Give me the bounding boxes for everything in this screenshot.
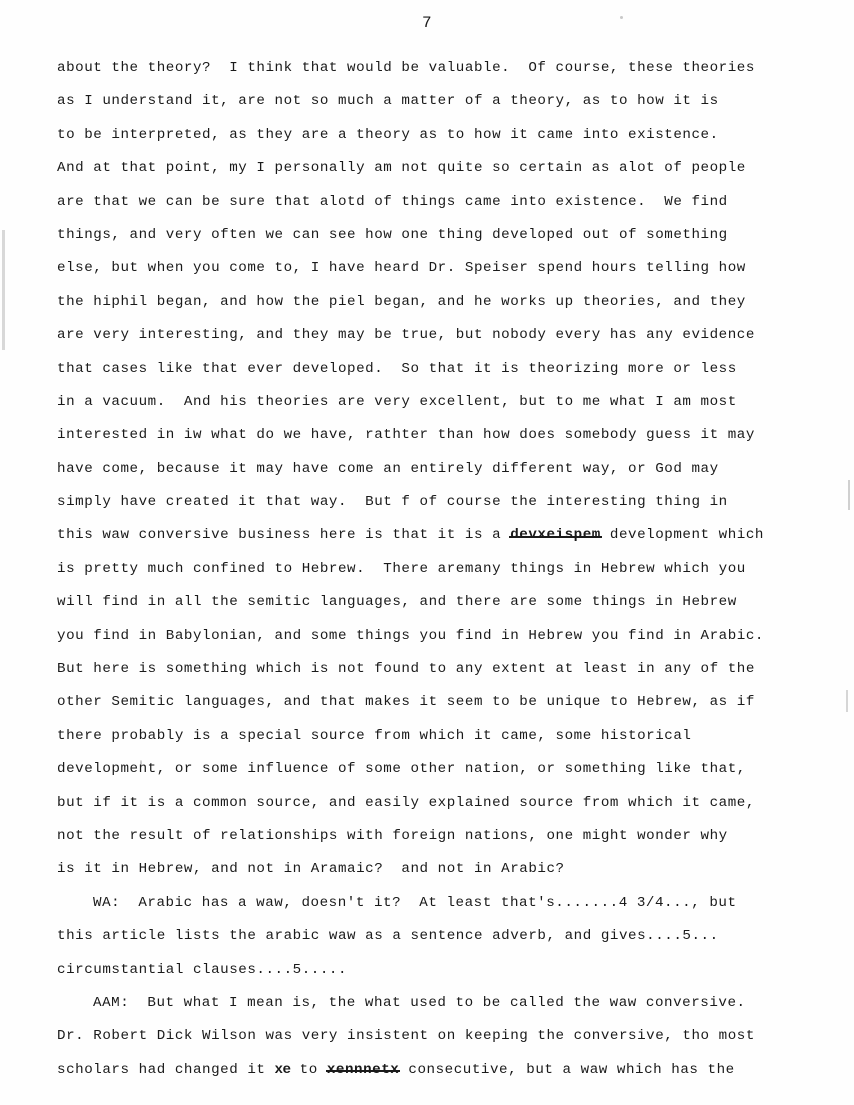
text-line: that cases like that ever developed. So that it is theorizing more or less <box>57 360 737 377</box>
text-line: And at that point, my I personally am not quite so certain as alot of people <box>57 160 746 177</box>
text-segment: scholars had changed it <box>57 1061 275 1078</box>
paragraph-2 <box>57 887 847 987</box>
text-line: is it in Hebrew, and not in Aramaic? and not in Arabic? <box>57 861 565 878</box>
text-line: as I understand it, are not so much a matter of a theory, as to how it is <box>57 93 719 110</box>
text-line: WA: Arabic has a waw, doesn't it? At least that's.......4 3/4..., but <box>93 894 737 911</box>
text-segment: consecutive, but a waw which has the <box>399 1061 735 1078</box>
text-line: But here is something which is not found to any extent at least in any of the <box>57 661 755 678</box>
text-line: but if it is a common source, and easily explained source from which it came, <box>57 794 755 811</box>
text-line: there probably is a special source from which it came, some historical <box>57 727 692 744</box>
text-line: have come, because it may have come an entirely different way, or God may <box>57 460 719 477</box>
text-line: not the result of relationships with foreign nations, one might wonder why <box>57 827 728 844</box>
text-line: interested in iw what do we have, rathter than how does somebody guess it may <box>57 427 755 444</box>
text-line: AAM: But what I mean is, the what used to be called the waw conversive. <box>93 994 746 1011</box>
struck-word: xennnetx <box>326 1061 400 1078</box>
text-line: simply have created it that way. But f of course the interesting thing in <box>57 494 728 511</box>
text-line: in a vacuum. And his theories are very excellent, but to me what I am most <box>57 393 737 410</box>
text-line: to be interpreted, as they are a theory as to how it came into existence. <box>57 126 719 143</box>
overtyped-word: xe <box>274 1061 291 1078</box>
page-number: 7 <box>421 14 433 32</box>
page-edge-smudge-left <box>2 230 5 350</box>
text-line: circumstantial clauses....5..... <box>57 961 348 978</box>
text-line: about the theory? I think that would be valuable. Of course, these theories <box>57 60 755 76</box>
paragraph-3 <box>57 987 847 1087</box>
text-line: development, or some influence of some other nation, or something like that, <box>57 761 746 778</box>
text-line: Dr. Robert Dick Wilson was very insistent on keeping the conversive, tho most <box>57 1028 755 1045</box>
text-line: other Semitic languages, and that makes it seem to be unique to Hebrew, as if <box>57 694 755 711</box>
text-segment: this waw conversive business here is that it is a <box>57 527 511 544</box>
page-edge-smudge-right <box>848 480 850 510</box>
text-segment: development which <box>600 527 764 544</box>
text-line: the hiphil began, and how the piel began, and he works up theories, and they <box>57 293 746 310</box>
text-segment: to <box>290 1061 327 1078</box>
document-body <box>57 52 847 1087</box>
text-line-with-strikeout <box>57 1054 847 1087</box>
text-line: are very interesting, and they may be true, but nobody every has any evidence <box>57 327 755 344</box>
text-line: are that we can be sure that alotd of things came into existence. We find <box>57 193 728 210</box>
struck-word: devxeispem <box>510 527 601 544</box>
text-line: you find in Babylonian, and some things you find in Hebrew you find in Arabic. <box>57 627 764 644</box>
text-line: else, but when you come to, I have heard Dr. Speiser spend hours telling how <box>57 260 746 277</box>
paragraph-1 <box>57 52 847 887</box>
paper-speck <box>620 16 623 19</box>
text-line: will find in all the semitic languages, and there are some things in Hebrew <box>57 594 737 611</box>
text-line-with-strikeout <box>57 519 847 552</box>
text-line: things, and very often we can see how one thing developed out of something <box>57 226 728 243</box>
text-line: is pretty much confined to Hebrew. There aremany things in Hebrew which you <box>57 560 746 577</box>
text-line: this article lists the arabic waw as a sentence adverb, and gives....5... <box>57 928 719 945</box>
